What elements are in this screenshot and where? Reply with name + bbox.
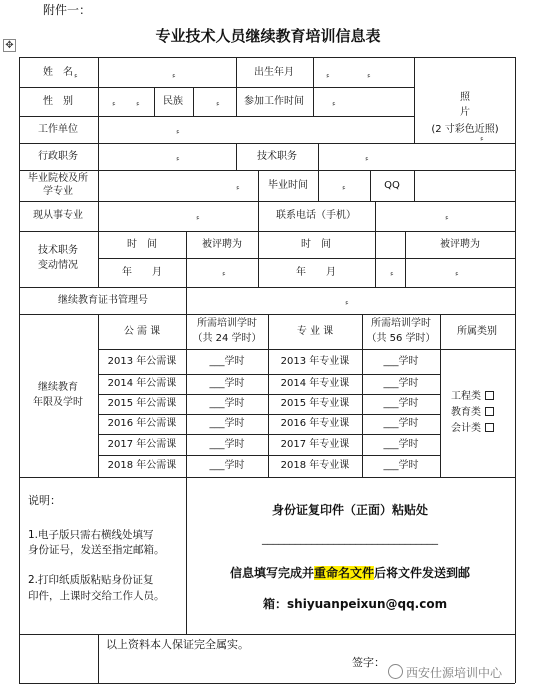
label-time-1: 时 间 <box>127 239 157 250</box>
declaration: 以上资料本人保证完全属实。 <box>106 638 249 651</box>
edu-label-1: 继续教育 <box>38 382 78 393</box>
label-tech-change-2: 变动情况 <box>38 260 78 271</box>
row-2015-prof-hours: ___学时 <box>383 398 419 409</box>
label-birth: 出生年月 <box>254 67 294 78</box>
header-public-hours-1: 所需培训学时 <box>197 318 257 329</box>
row-2016-prof-hours: ___学时 <box>383 418 419 429</box>
row-2018-public-hours: ___学时 <box>209 460 245 471</box>
row-2016-public: 2016 年公需课 <box>107 418 177 429</box>
row-2018-prof: 2018 年专业课 <box>280 460 350 471</box>
category-engineering-label: 工程类 <box>451 391 481 402</box>
idcard-number-blank[interactable]: ________________________________ <box>262 532 438 545</box>
watermark-text: 西安仕源培训中心 <box>406 666 503 680</box>
header-prof-hours-2: （共 56 学时） <box>366 333 436 344</box>
note-item-1-line-1: 1.电子版只需右横线处填写 <box>28 529 154 541</box>
label-time-2: 时 间 <box>301 239 331 250</box>
label-grad-time: 毕业时间 <box>268 180 308 191</box>
row-2014-prof-hours: ___学时 <box>383 378 419 389</box>
note-item-1-line-2: 身份证号，发送至指定邮箱。 <box>28 544 165 556</box>
attachment-label: 附件一： <box>43 3 92 17</box>
label-gender: 性 别 <box>43 96 73 107</box>
label-employer: 工作单位 <box>38 124 78 135</box>
row-2014-public-hours: ___学时 <box>209 378 245 389</box>
label-tech-change-1: 技术职务 <box>38 245 78 256</box>
label-work-start: 参加工作时间 <box>244 96 304 107</box>
label-name: 姓 名 <box>43 67 73 78</box>
table-move-handle-icon[interactable]: ✥ <box>3 39 16 52</box>
label-qq: QQ <box>384 180 400 191</box>
row-2016-public-hours: ___学时 <box>209 418 245 429</box>
row-2015-public-hours: ___学时 <box>209 398 245 409</box>
label-school-1: 毕业院校及所 <box>28 173 88 184</box>
row-2016-prof: 2016 年专业课 <box>280 418 350 429</box>
checkbox-accounting[interactable] <box>485 423 494 432</box>
note-item-2-line-2: 印件，上课时交给工作人员。 <box>28 590 165 602</box>
row-2013-prof: 2013 年专业课 <box>280 356 350 367</box>
category-education[interactable] <box>451 407 494 419</box>
photo-label-3: (2 寸彩色近照) <box>431 124 499 135</box>
watermark <box>388 664 502 681</box>
edu-label-2: 年限及学时 <box>33 397 83 408</box>
email-address[interactable]: shiyuanpeixun@qq.com <box>287 597 448 611</box>
header-public-course: 公 需 课 <box>123 326 161 337</box>
category-accounting[interactable] <box>451 423 494 435</box>
header-prof-course: 专 业 课 <box>296 326 334 337</box>
email-line <box>263 597 447 612</box>
header-category: 所属类别 <box>457 326 497 337</box>
label-ethnic: 民族 <box>163 96 183 107</box>
row-2014-public: 2014 年公需课 <box>107 378 177 389</box>
row-2017-prof-hours: ___学时 <box>383 439 419 450</box>
row-2013-public: 2013 年公需课 <box>107 356 177 367</box>
label-admin-post: 行政职务 <box>38 151 78 162</box>
checkbox-engineering[interactable] <box>485 391 494 400</box>
label-current-major: 现从事专业 <box>33 210 83 221</box>
row-2013-prof-hours: ___学时 <box>383 356 419 367</box>
row-2017-prof: 2017 年专业课 <box>280 439 350 450</box>
row-2014-prof: 2014 年专业课 <box>280 378 350 389</box>
row-2018-public: 2018 年公需课 <box>107 460 177 471</box>
label-phone: 联系电话（手机） <box>276 210 356 221</box>
photo-label-2: 片 <box>460 107 470 118</box>
label-tech-post: 技术职务 <box>257 151 297 162</box>
send-instruction-b: 后将文件发送到邮 <box>374 566 471 580</box>
row-2015-public: 2015 年公需课 <box>107 398 177 409</box>
header-public-hours-2: （共 24 学时） <box>192 333 262 344</box>
label-appointed-1: 被评聘为 <box>202 239 242 250</box>
header-prof-hours-1: 所需培训学时 <box>371 318 431 329</box>
wechat-icon <box>388 664 403 679</box>
category-accounting-label: 会计类 <box>451 423 481 434</box>
category-engineering[interactable] <box>451 391 494 403</box>
note-item-2-line-1: 2.打印纸质版粘贴身份证复 <box>28 574 154 586</box>
send-instruction-highlight: 重命名文件 <box>313 566 375 580</box>
label-appointed-2: 被评聘为 <box>440 239 480 250</box>
label-school-2: 学专业 <box>43 186 73 197</box>
label-cert-no: 继续教育证书管理号 <box>58 295 148 306</box>
form-title: 专业技术人员继续教育培训信息表 <box>155 27 381 45</box>
checkbox-education[interactable] <box>485 407 494 416</box>
row-2013-public-hours: ___学时 <box>209 356 245 367</box>
label-year-month-1: 年 月 <box>122 267 162 278</box>
row-2017-public-hours: ___学时 <box>209 439 245 450</box>
note-title: 说明： <box>28 494 61 507</box>
sign-label: 签字： <box>352 656 385 669</box>
row-2017-public: 2017 年公需课 <box>107 439 177 450</box>
label-year-month-2: 年 月 <box>296 267 336 278</box>
category-education-label: 教育类 <box>451 407 481 418</box>
idcard-title: 身份证复印件（正面）粘贴处 <box>271 503 429 517</box>
email-label: 箱： <box>263 597 288 611</box>
row-2015-prof: 2015 年专业课 <box>280 398 350 409</box>
send-instruction <box>230 566 470 581</box>
send-instruction-a: 信息填写完成并 <box>229 566 314 580</box>
row-2018-prof-hours: ___学时 <box>383 460 419 471</box>
photo-label-1: 照 <box>460 92 470 103</box>
